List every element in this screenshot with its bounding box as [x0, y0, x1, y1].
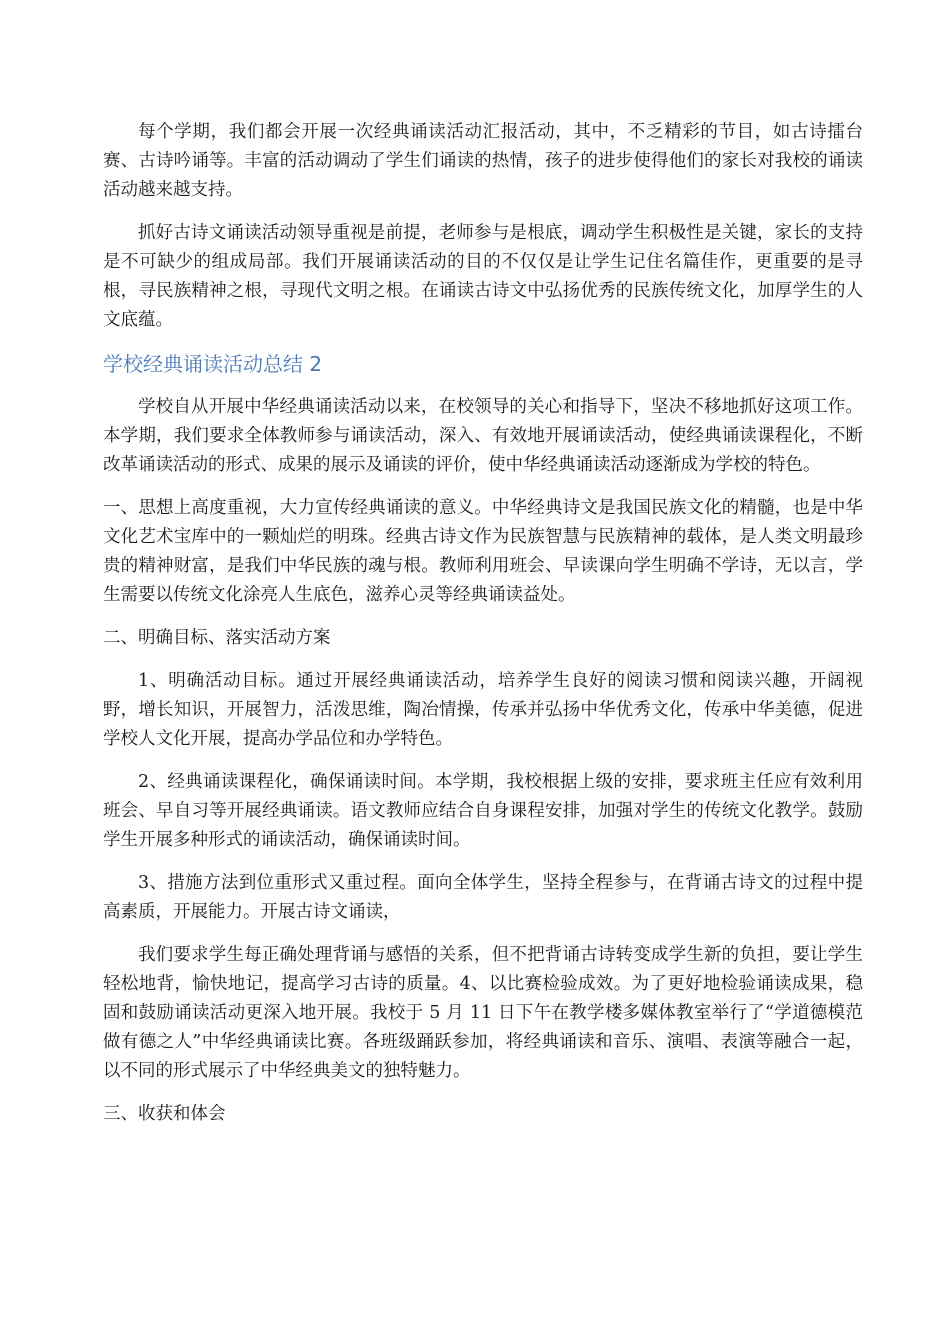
paragraph-point-three-heading: 三、收获和体会 — [103, 1104, 226, 1124]
paragraph-intro: 学校自从开展中华经典诵读活动以来，在校领导的关心和指导下，坚决不移地抓好这项工作。本学期，我们要求全体教师参与诵读活动，深入、有效地开展诵读活动，使经典诵读课程化，不断改革诵读活动的形式、成果的展示及诵读的评价，使中华经典诵读活动逐渐成为学校的特色。 — [103, 397, 863, 475]
paragraph-sub-item-3: 3、措施方法到位重形式又重过程。面向全体学生，坚持全程参与，在背诵古诗文的过程中提高素质，开展能力。开展古诗文诵读， — [103, 873, 863, 922]
document-page — [103, 118, 863, 1143]
paragraph-point-one: 一、思想上高度重视，大力宣传经典诵读的意义。中华经典诗文是我国民族文化的精髓，也是中华文化艺术宝库中的一颗灿烂的明珠。经典古诗文作为民族智慧与民族精神的载体，是人类文明最珍贵的精神财富，是我们中华民族的魂与根。教师利用班会、早读课向学生明确不学诗，无以言，学生需要以传统文化涂亮人生底色，滋养心灵等经典诵读益处。 — [103, 498, 863, 605]
paragraph-activity-report: 每个学期，我们都会开展一次经典诵读活动汇报活动，其中，不乏精彩的节目，如古诗擂台赛、古诗吟诵等。丰富的活动调动了学生们诵读的热情，孩子的进步使得他们的家长对我校的诵读活动越来越支持。 — [103, 122, 863, 200]
paragraph-sub-item-2: 2、经典诵读课程化，确保诵读时间。本学期，我校根据上级的安排，要求班主任应有效利用班会、早自习等开展经典诵读。语文教师应结合自身课程安排，加强对学生的传统文化教学。鼓励学生开展多种形式的诵读活动，确保诵读时间。 — [103, 772, 863, 850]
section-heading: 学校经典诵读活动总结 2 — [103, 352, 323, 376]
paragraph-sub-item-4: 我们要求学生每正确处理背诵与感悟的关系，但不把背诵古诗转变成学生新的负担，要让学生轻松地背，愉快地记，提高学习古诗的质量。4、以比赛检验成效。为了更好地检验诵读成果，稳固和鼓励诵读活动更深入地开展。我校于 5 月 11 日下午在教学楼多媒体教室举行了“学道德模范做有德之人”中华经典诵读比赛。各班级踊跃参加，将经典诵读和音乐、演唱、表演等融合一起，以不同的形式展示了中华经典美文的独特魅力。 — [103, 945, 863, 1081]
paragraph-leadership: 抓好古诗文诵读活动领导重视是前提，老师参与是根底，调动学生积极性是关键，家长的支持是不可缺少的组成局部。我们开展诵读活动的目的不仅仅是让学生记住名篇佳作，更重要的是寻根，寻民族精神之根，寻现代文明之根。在诵读古诗文中弘扬优秀的民族传统文化，加厚学生的人文底蕴。 — [103, 223, 863, 330]
paragraph-point-two-heading: 二、明确目标、落实活动方案 — [103, 628, 331, 648]
paragraph-sub-item-1: 1、明确活动目标。通过开展经典诵读活动，培养学生良好的阅读习惯和阅读兴趣，开阔视野，增长知识，开展智力，活泼思维，陶冶情操，传承并弘扬中华优秀文化，传承中华美德，促进学校人文化开展，提高办学品位和办学特色。 — [103, 671, 863, 749]
